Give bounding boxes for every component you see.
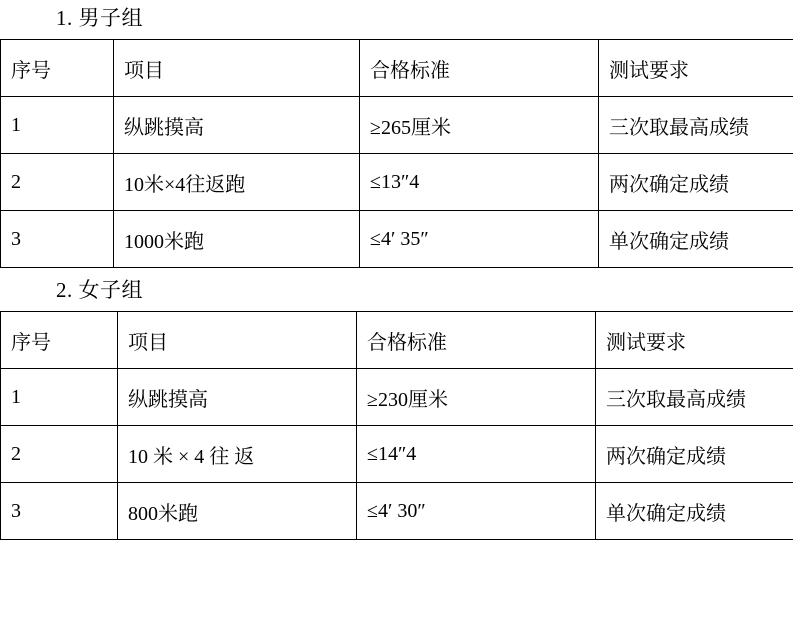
cell-standard: ≥230厘米: [357, 369, 596, 426]
column-header-event: 项目: [114, 40, 360, 97]
cell-index: 3: [1, 483, 118, 540]
table-row: [1, 97, 793, 154]
table-row: [1, 426, 793, 483]
cell-event: 纵跳摸高: [118, 369, 357, 426]
table-row: [1, 211, 793, 268]
column-header-requirement: 测试要求: [599, 40, 793, 97]
column-header-standard: 合格标准: [360, 40, 599, 97]
cell-event: 1000米跑: [114, 211, 360, 268]
cell-requirement: 三次取最高成绩: [596, 369, 793, 426]
column-header-event: 项目: [118, 312, 357, 369]
cell-index: 2: [1, 426, 118, 483]
cell-standard: ≤13″4: [360, 154, 599, 211]
column-header-standard: 合格标准: [357, 312, 596, 369]
cell-event: 纵跳摸高: [114, 97, 360, 154]
cell-requirement: 两次确定成绩: [599, 154, 793, 211]
section-heading-men: 1. 男子组: [56, 6, 143, 30]
cell-index: 3: [1, 211, 114, 268]
table-row: [1, 154, 793, 211]
cell-index: 1: [1, 369, 118, 426]
table-row: [1, 483, 793, 540]
cell-standard: ≥265厘米: [360, 97, 599, 154]
section-heading-women: 2. 女子组: [56, 278, 143, 302]
cell-requirement: 两次确定成绩: [596, 426, 793, 483]
cell-index: 2: [1, 154, 114, 211]
cell-event: 800米跑: [118, 483, 357, 540]
cell-index: 1: [1, 97, 114, 154]
table-header-row: [1, 40, 793, 97]
cell-event: 10 米 × 4 往 返: [118, 426, 357, 483]
cell-requirement: 三次取最高成绩: [599, 97, 793, 154]
cell-event: 10米×4往返跑: [114, 154, 360, 211]
column-header-index: 序号: [1, 40, 114, 97]
column-header-index: 序号: [1, 312, 118, 369]
men-standards-table: [0, 39, 793, 268]
table-row: [1, 369, 793, 426]
cell-requirement: 单次确定成绩: [599, 211, 793, 268]
column-header-requirement: 测试要求: [596, 312, 793, 369]
cell-standard: ≤14″4: [357, 426, 596, 483]
table-header-row: [1, 312, 793, 369]
cell-requirement: 单次确定成绩: [596, 483, 793, 540]
cell-standard: ≤4′ 35″: [360, 211, 599, 268]
women-standards-table: [0, 311, 793, 540]
cell-standard: ≤4′ 30″: [357, 483, 596, 540]
